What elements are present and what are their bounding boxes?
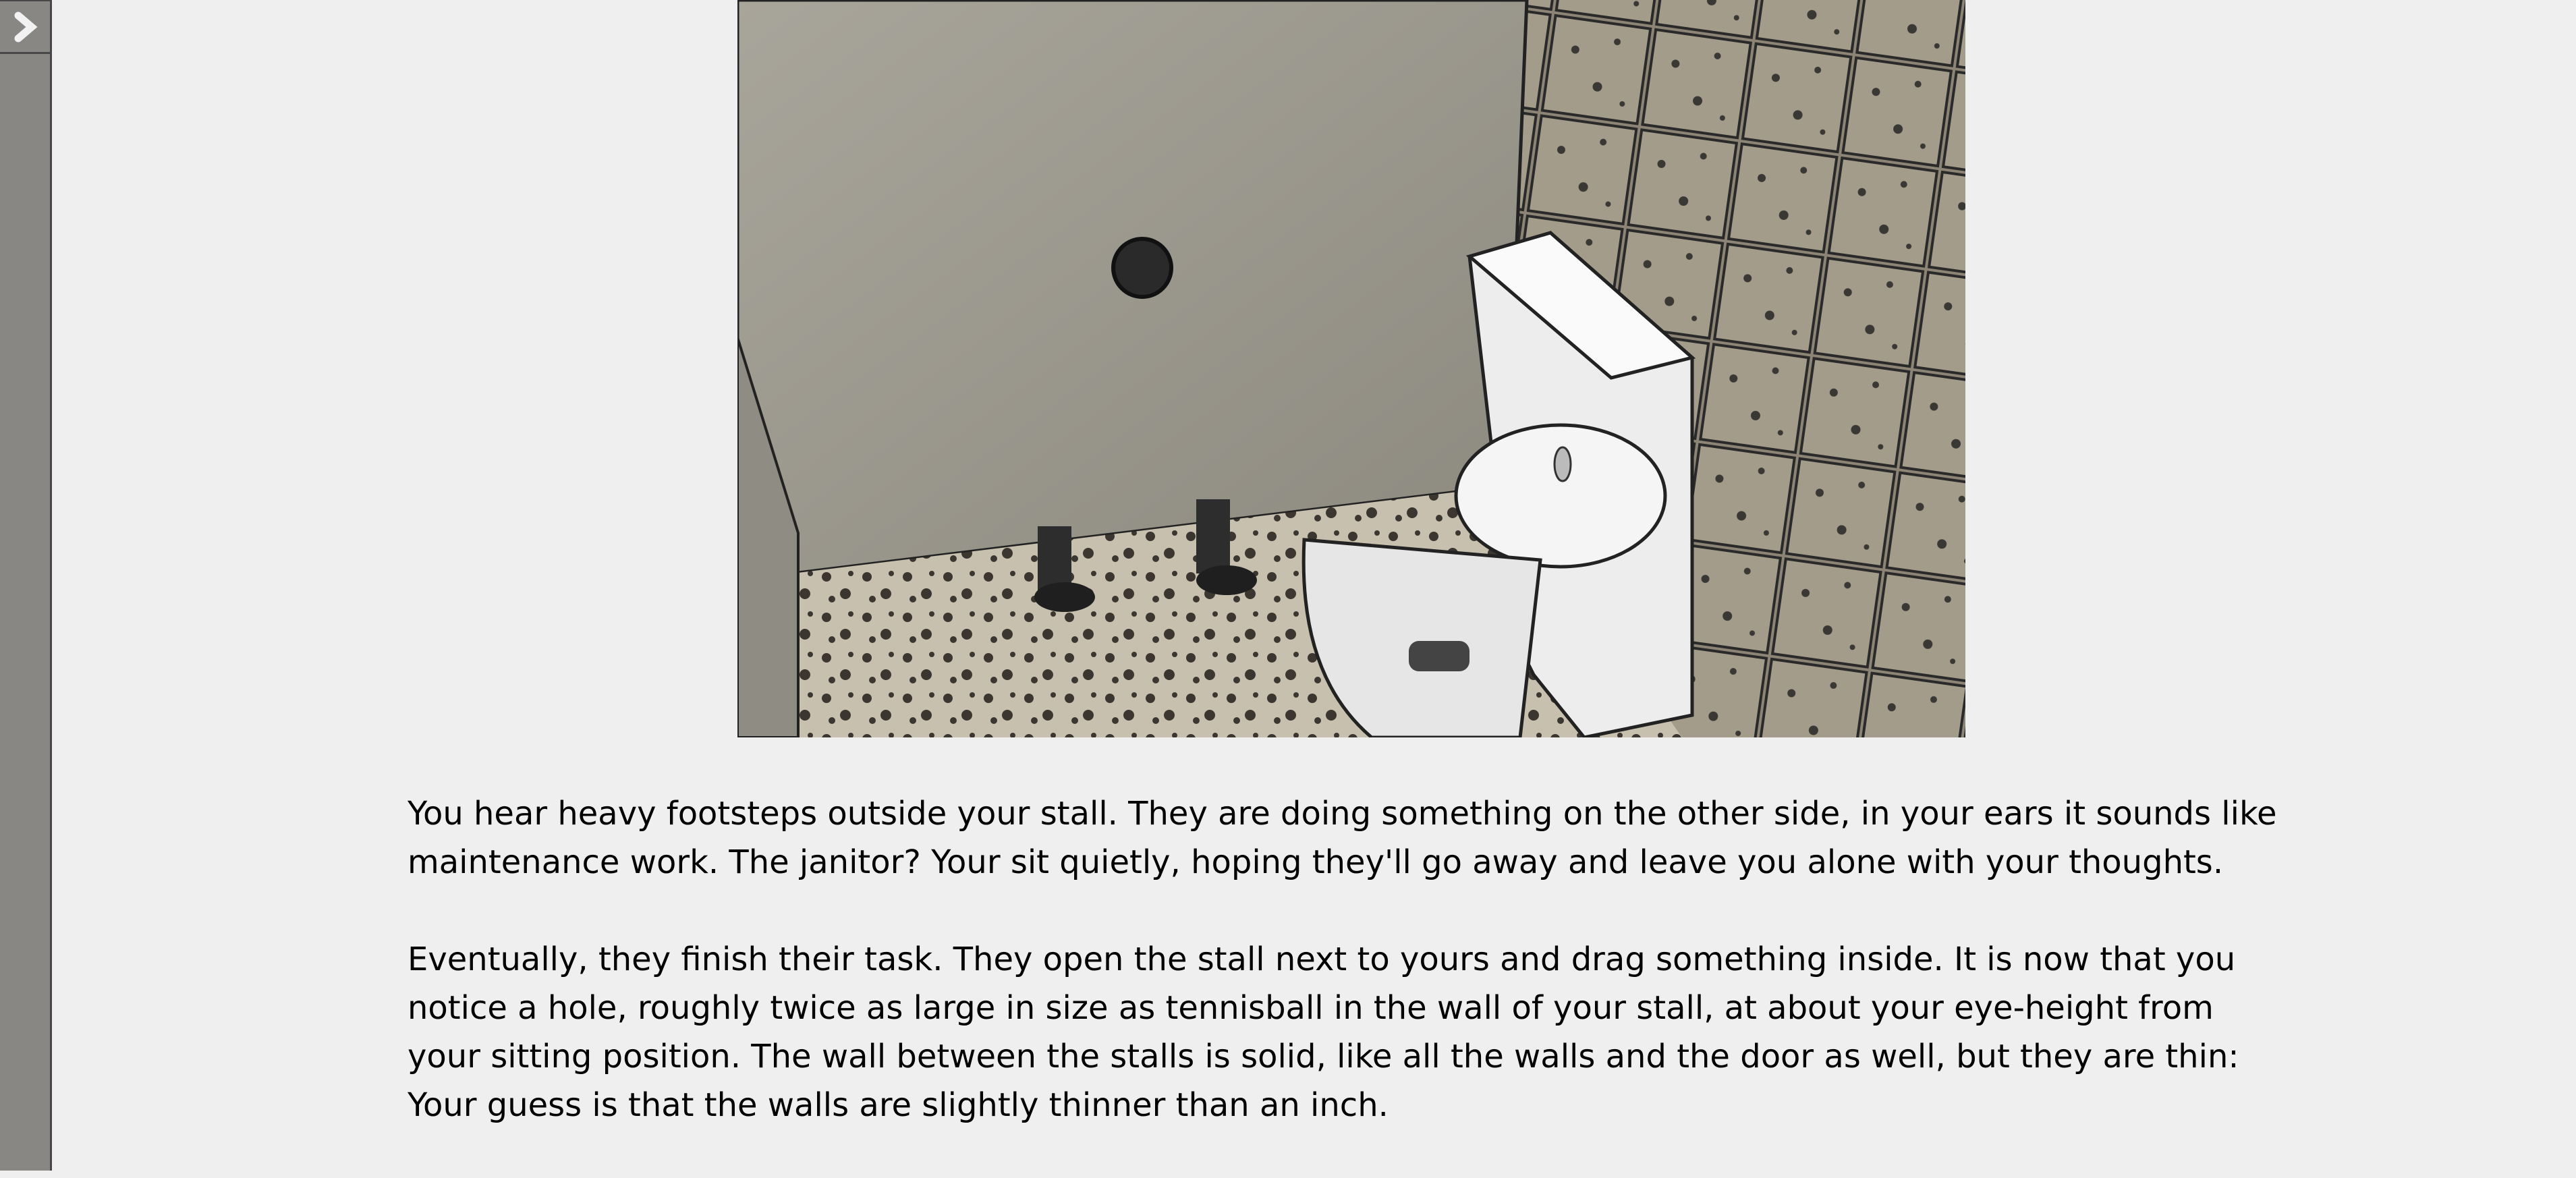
bathroom-stall-illustration: [737, 0, 1965, 737]
story-line: your sitting position. The wall between the stalls is solid, like all the walls and the door as well, but they are thin:: [408, 1038, 2239, 1075]
story-paragraph: [408, 935, 2364, 1129]
chevron-right-icon: [11, 10, 38, 44]
story-text: [408, 789, 2364, 1178]
story-line: You hear heavy footsteps outside your stall. They are doing something on the other side, in your ears it sounds like: [408, 795, 2277, 833]
story-line: notice a hole, roughly twice as large in size as tennisball in the wall of your stall, at about your eye-height from: [408, 989, 2214, 1027]
story-line: Eventually, they finish their task. They open the stall next to yours and drag something inside. It is now that you: [408, 941, 2236, 978]
sidebar: [0, 0, 52, 1171]
story-paragraph: [408, 789, 2364, 887]
story-line: Your guess is that the walls are slightly thinner than an inch.: [408, 1086, 1389, 1124]
story-line: maintenance work. The janitor? Your sit quietly, hoping they'll go away and leave you alone with your thoughts.: [408, 843, 2224, 881]
sidebar-toggle-button[interactable]: [0, 0, 50, 54]
